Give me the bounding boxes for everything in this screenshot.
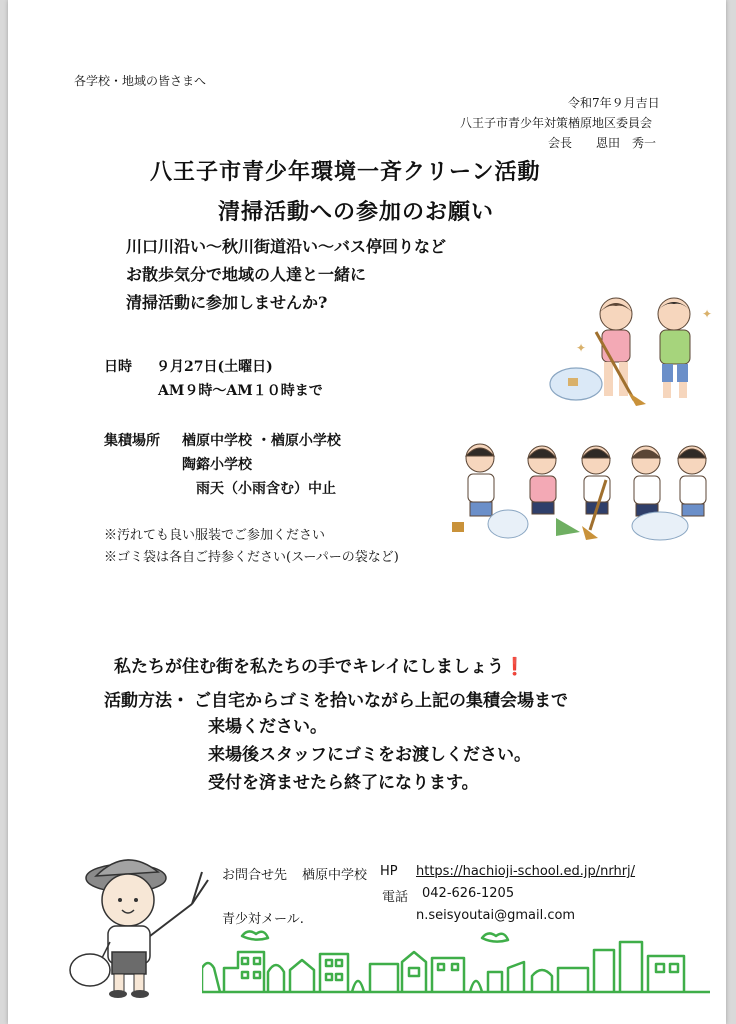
chair-role: 会長 (548, 136, 573, 150)
rain-cancellation: 雨天（小雨含む）中止 (196, 481, 336, 497)
addressee: 各学校・地域の皆さまへ (74, 74, 207, 88)
svg-text:✦: ✦ (702, 307, 713, 321)
mail-label: 青少対メール. (222, 912, 304, 927)
schedule-label: 日時 (104, 359, 132, 375)
chair-name: 恩田 秀一 (596, 136, 657, 150)
school-website-link[interactable]: https://hachioji-school.ed.jp/nrhrj/ (416, 864, 636, 879)
method-label: 活動方法・ (104, 691, 189, 711)
hp-label: HP (380, 864, 398, 879)
note-bags: ※ゴミ袋は各自ご持参ください(スーパーの袋など) (104, 550, 399, 565)
method-line-3: 来場後スタッフにゴミをお渡しください。 (208, 745, 531, 765)
contact-school: 楢原中学校 (302, 868, 368, 883)
flyer-page (8, 0, 726, 1024)
inquiry-label: お問合せ先 (222, 868, 288, 883)
method-line-4: 受付を済ませたら終了になります。 (208, 773, 479, 793)
phone-number: 042-626-1205 (422, 886, 515, 901)
children-group-illustration (446, 440, 718, 546)
organization: 八王子市青少年対策楢原地区委員会 (460, 116, 653, 130)
intro-line-1: 川口川沿い～秋川街道沿い～バス停回りなど (126, 237, 447, 256)
location-line-1: 楢原中学校 ・楢原小学校 (182, 433, 341, 449)
contact-email[interactable]: n.seisyoutai@gmail.com (416, 908, 576, 923)
intro-line-3: 清掃活動に参加しませんか? (126, 293, 328, 312)
issue-date: 令和7年９月吉日 (568, 96, 660, 110)
schedule-date: ９月27日(土曜日) (156, 359, 273, 375)
slogan-text: 私たちが住む街を私たちの手でキレイにしましょう (114, 657, 504, 677)
method-line-1: ご自宅からゴミを拾いながら上記の集積会場まで (194, 691, 568, 711)
title-line-1: 八王子市青少年環境一斉クリーン活動 (150, 159, 541, 185)
method-line-2: 来場ください。 (208, 717, 327, 737)
note-clothing: ※汚れても良い服装でご参加ください (104, 528, 326, 543)
town-skyline-illustration (202, 928, 710, 998)
location-line-2: 陶鎔小学校 (182, 457, 252, 473)
children-cleaning-illustration (536, 292, 718, 410)
slogan (114, 652, 525, 677)
exclamation-icon: ❗ (503, 657, 526, 677)
svg-text:✦: ✦ (576, 341, 587, 355)
location-label: 集積場所 (104, 433, 160, 449)
title-line-2: 清掃活動への参加のお願い (218, 199, 495, 225)
phone-label: 電話 (382, 890, 409, 905)
intro-line-2: お散歩気分で地域の人達と一緒に (126, 265, 367, 284)
schedule-time: AM９時～AM１０時まで (158, 383, 323, 399)
